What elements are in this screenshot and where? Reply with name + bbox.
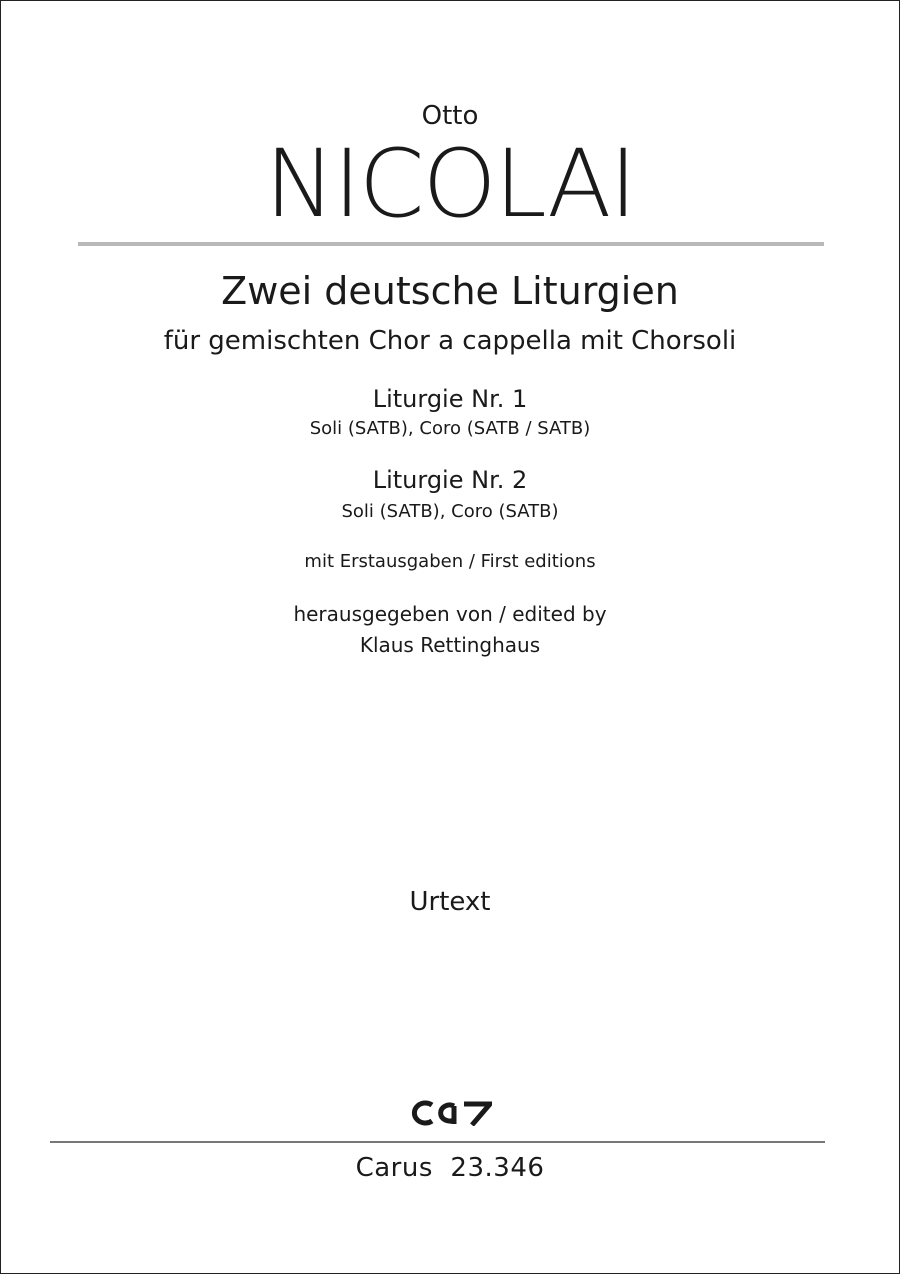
liturgy-2-voices: Soli (SATB), Coro (SATB) bbox=[341, 501, 559, 522]
composer-last-name: NICOLAI bbox=[264, 130, 636, 239]
liturgy-1-voices: Soli (SATB), Coro (SATB / SATB) bbox=[309, 418, 591, 439]
editor-name: Klaus Rettinghaus bbox=[359, 633, 541, 657]
bottom-divider bbox=[50, 1141, 825, 1143]
composer-first-name: Otto bbox=[421, 101, 479, 131]
work-title: Zwei deutsche Liturgien bbox=[221, 269, 679, 313]
top-divider bbox=[78, 242, 824, 246]
edited-by-label: herausgegeben von / edited by bbox=[293, 602, 607, 626]
edition-type: Urtext bbox=[409, 887, 491, 917]
catalog-number: Carus 23.346 bbox=[355, 1153, 545, 1183]
work-subtitle: für gemischten Chor a cappella mit Chorsoli bbox=[163, 326, 737, 356]
liturgy-1-title: Liturgie Nr. 1 bbox=[372, 385, 528, 413]
carus-logo-icon bbox=[410, 1100, 492, 1126]
liturgy-2-title: Liturgie Nr. 2 bbox=[372, 466, 528, 494]
first-editions-note: mit Erstausgaben / First editions bbox=[304, 551, 596, 572]
